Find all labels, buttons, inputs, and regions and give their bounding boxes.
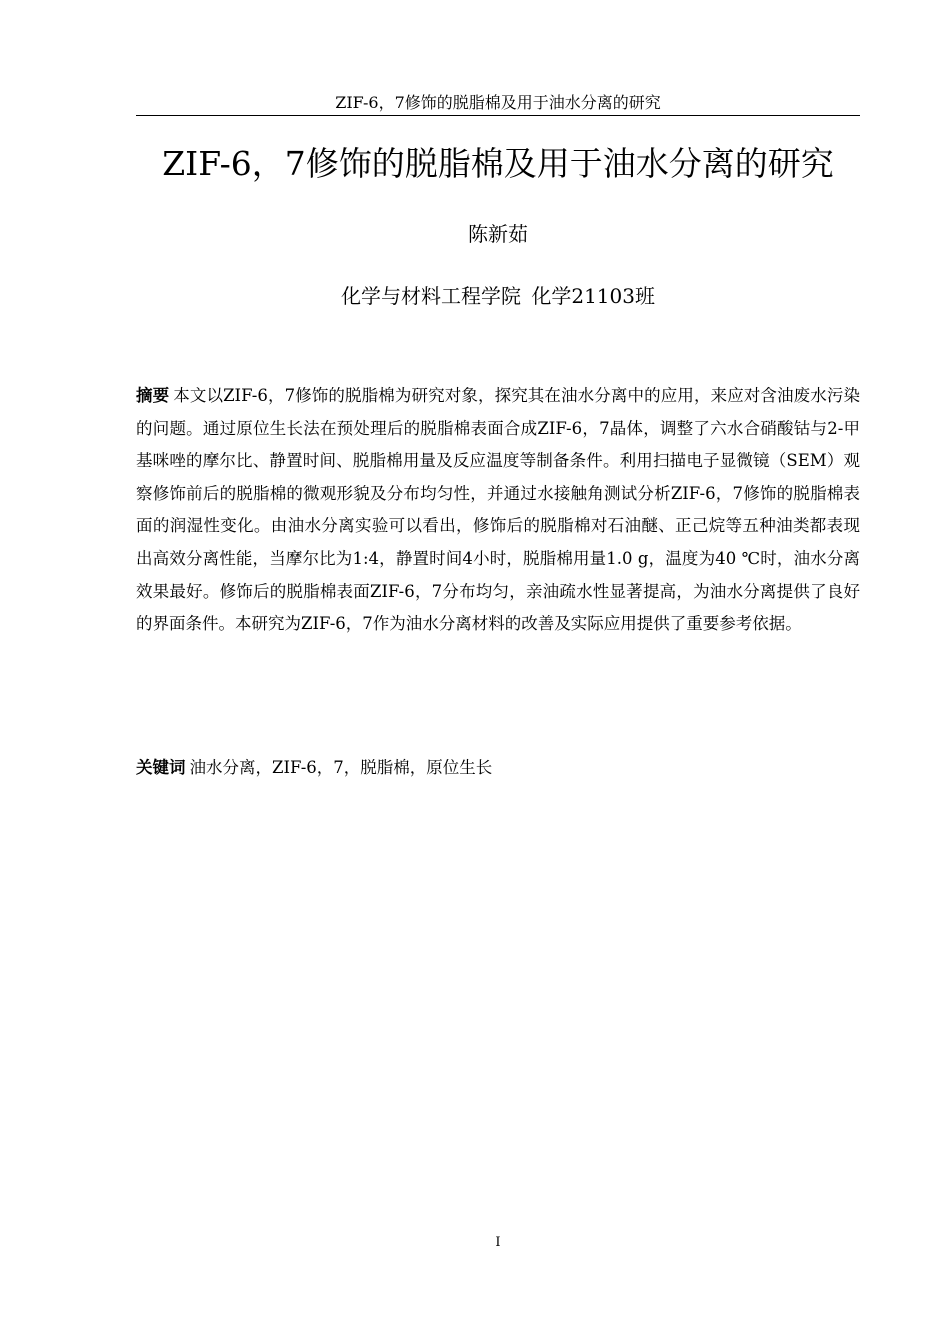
author-affiliation: 化学与材料工程学院 化学21103班 bbox=[341, 284, 655, 308]
abstract bbox=[136, 380, 860, 641]
keywords-text: 油水分离，ZIF-6，7，脱脂棉，原位生长 bbox=[189, 758, 493, 777]
header-rule bbox=[136, 115, 860, 116]
abstract-text: 本文以ZIF-6，7修饰的脱脂棉为研究对象，探究其在油水分离中的应用，来应对含油废水污染的问题。通过原位生长法在预处理后的脱脂棉表面合成ZIF-6，7晶体，调整了六水合硝酸钴与2-甲基咪唑的摩尔比、静置时间、脱脂棉用量及反应温度等制备条件。利用扫描电子显微镜（SEM）观察修饰前后的脱脂棉的微观形貌及分布均匀性，并通过水接触角测试分析ZIF-6，7修饰的脱脂棉表面的润湿性变化。由油水分离实验可以看出，修饰后的脱脂棉对石油醚、正己烷等五种油类都表现出高效分离性能，当摩尔比为1:4，静置时间4小时，脱脂棉用量1.0 g，温度为40 ℃时，油水分离效果最好。修饰后的脱脂棉表面ZIF-6，7分布均匀，亲油疏水性显著提高，为油水分离提供了良好的界面条件。本研究为ZIF-6，7作为油水分离材料的改善及实际应用提供了重要参考依据。 bbox=[136, 386, 860, 634]
running-header: ZIF-6，7修饰的脱脂棉及用于油水分离的研究 bbox=[335, 93, 661, 112]
abstract-label: 摘要 bbox=[136, 386, 170, 405]
keywords bbox=[136, 752, 860, 784]
author-name: 陈新茹 bbox=[468, 222, 528, 246]
page-number: I bbox=[495, 1235, 501, 1250]
paper-title: ZIF-6，7修饰的脱脂棉及用于油水分离的研究 bbox=[162, 144, 834, 183]
keywords-label: 关键词 bbox=[136, 758, 186, 777]
